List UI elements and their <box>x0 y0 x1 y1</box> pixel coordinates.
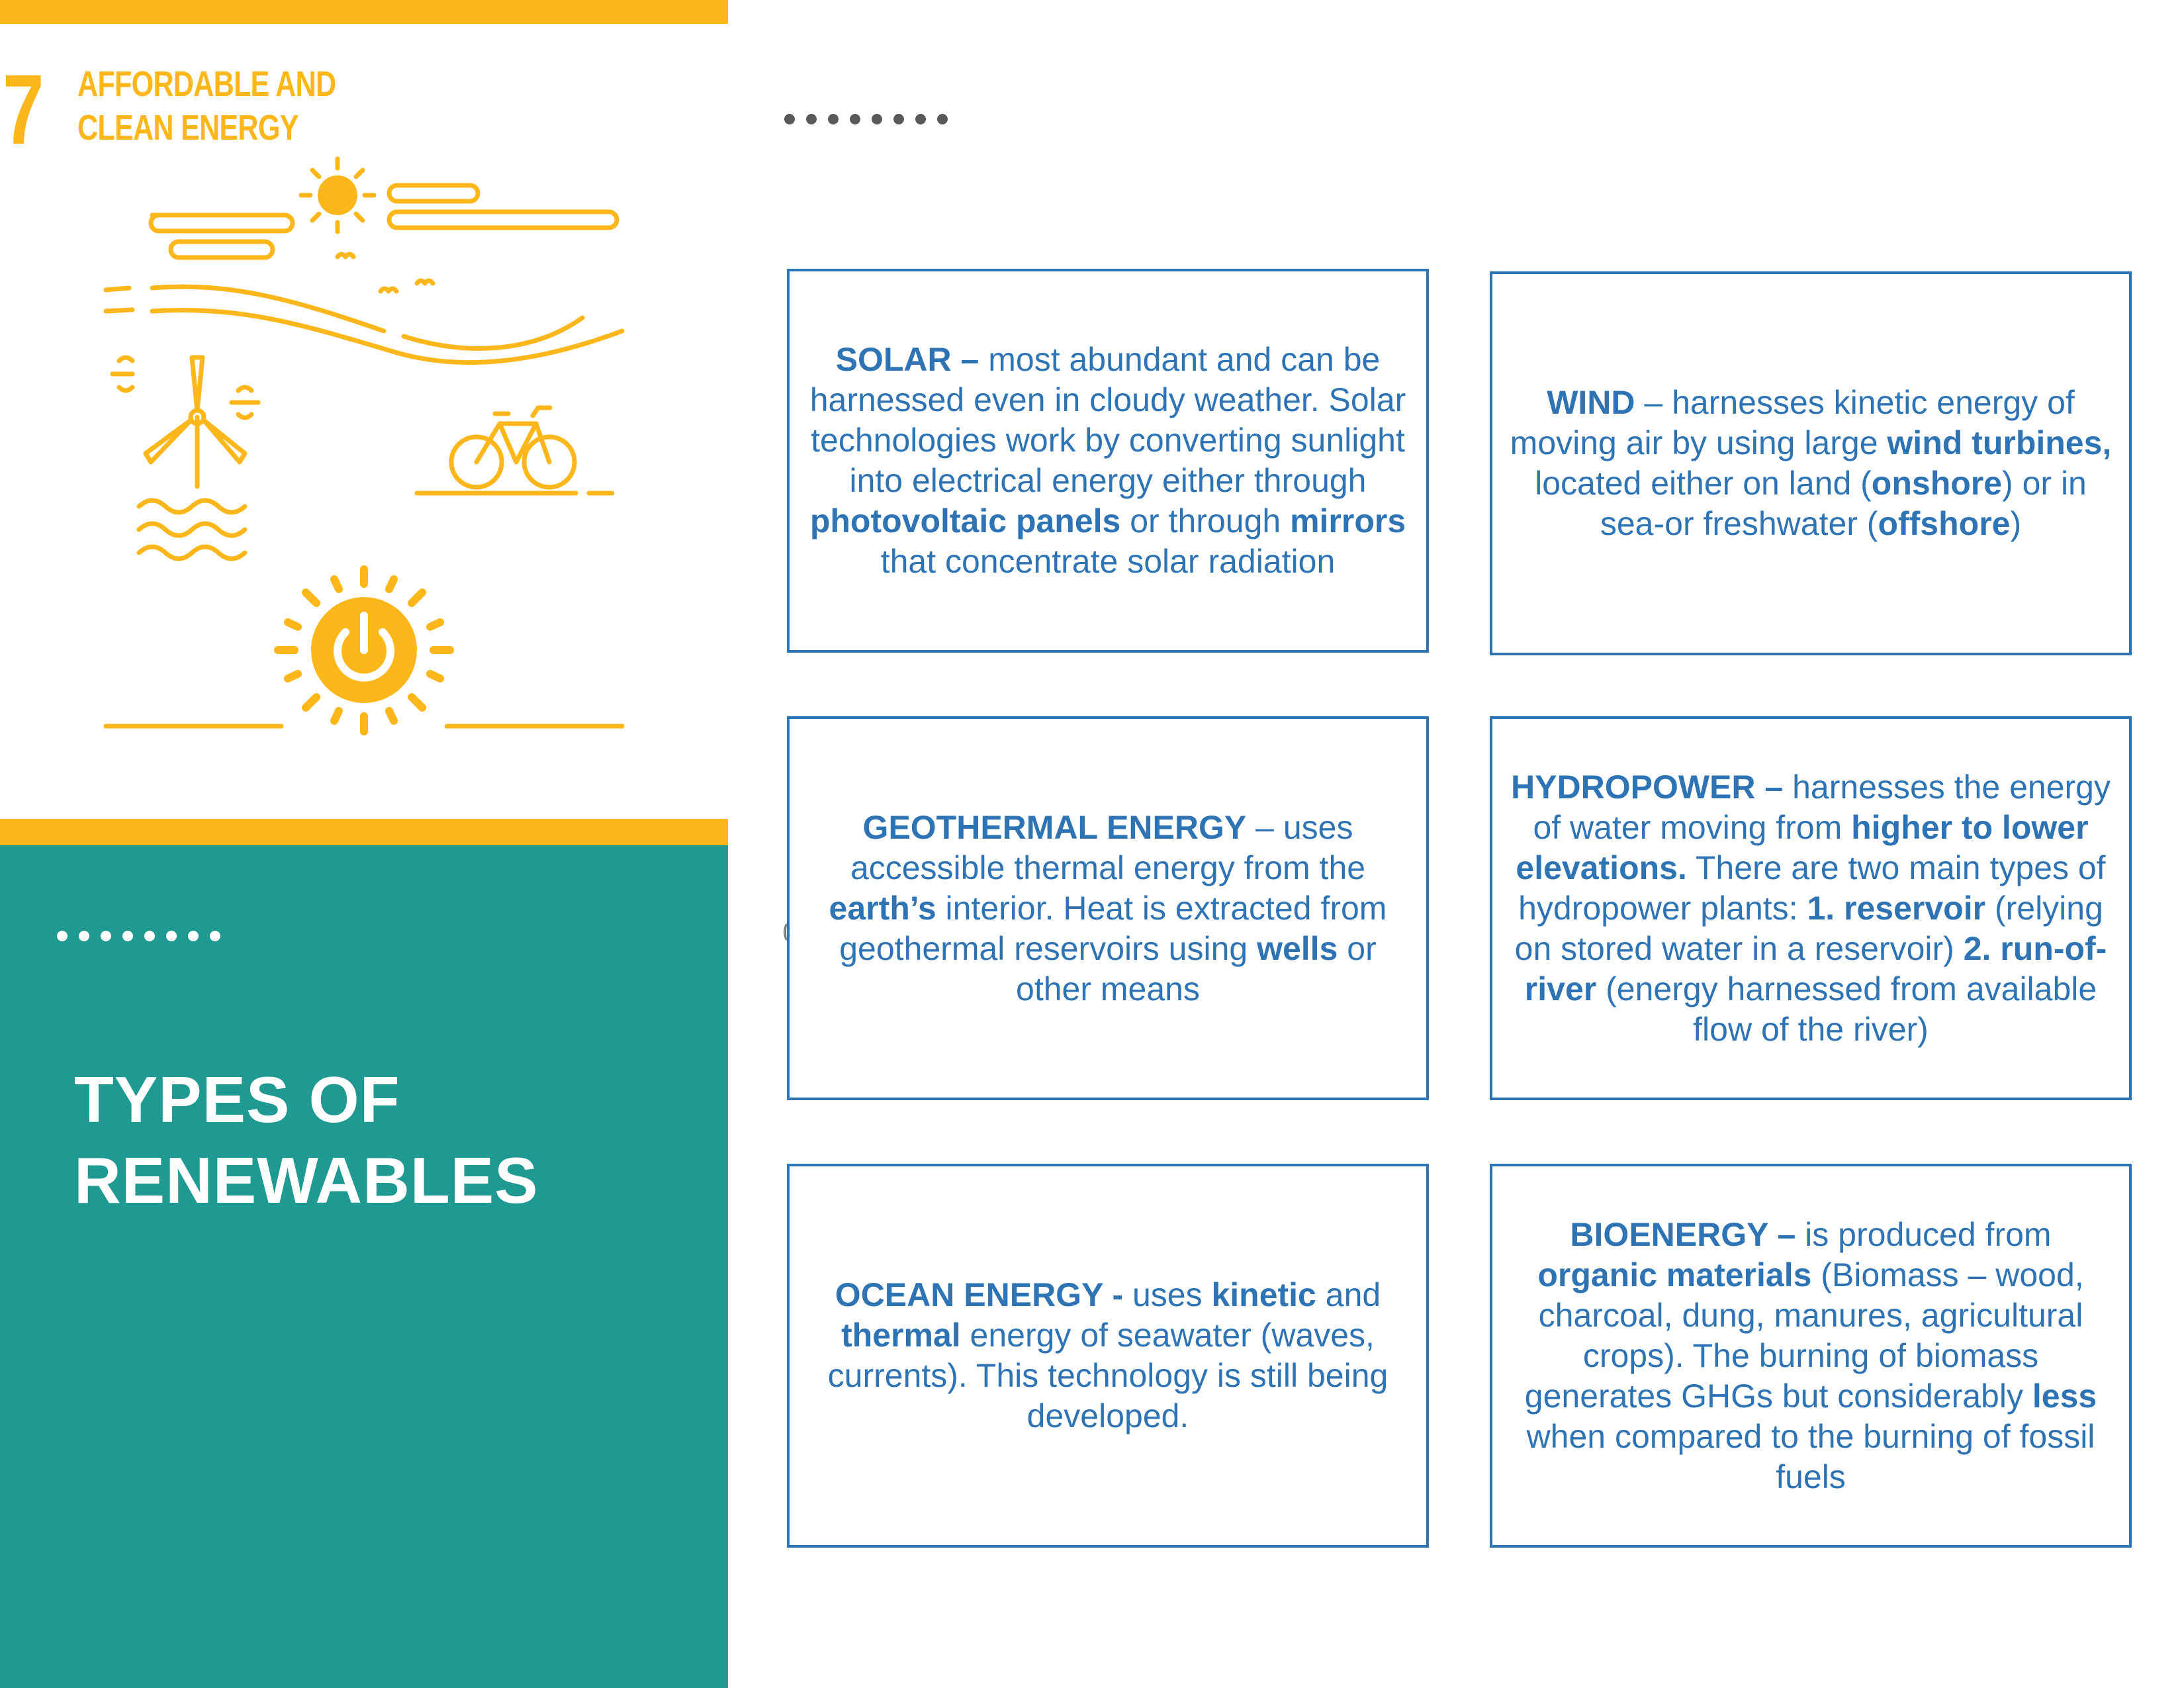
card-text: harnesses the energy of water moving from <box>1533 768 2111 846</box>
card-keyword: 2. run-of-river <box>1524 929 2107 1008</box>
card-hydropower <box>1490 716 2132 1100</box>
card-keyword: offshore <box>1878 505 2011 542</box>
card-text: when compared to the burning of fossil fuels <box>1526 1417 2095 1495</box>
card-bioenergy-text <box>1492 1215 2129 1497</box>
card-heading: WIND <box>1547 384 1635 421</box>
mid-accent-bar <box>0 819 728 845</box>
card-text: most abundant and can be harnessed even in cloudy weather. Solar technologies work by converting sunlight into electrical energy either through <box>809 341 1406 499</box>
cloud-icon <box>151 185 617 258</box>
card-ocean <box>787 1164 1429 1548</box>
card-text: – harnesses kinetic energy of moving air by using large <box>1510 384 2075 461</box>
card-keyword: 1. reservoir <box>1807 889 1986 927</box>
card-bioenergy <box>1490 1164 2132 1548</box>
card-ocean-text <box>790 1275 1426 1436</box>
card-heading: OCEAN ENERGY - <box>835 1276 1124 1313</box>
sdg-title <box>77 62 336 150</box>
card-geothermal <box>787 716 1429 1100</box>
card-keyword: onshore <box>1871 465 2003 502</box>
card-text: (relying on stored water in a reservoir) <box>1514 889 2103 967</box>
card-wind-text <box>1492 383 2129 544</box>
dots-decoration-left <box>57 931 220 941</box>
card-keyword: organic materials <box>1537 1256 1812 1293</box>
card-keyword: wind turbines, <box>1887 424 2112 461</box>
card-text: (Biomass – wood, charcoal, dung, manures, agricultural crops). The burning of biomass generates GHGs but considerably <box>1524 1256 2084 1415</box>
wind-turbine-icon <box>113 357 258 559</box>
card-heading: GEOTHERMAL ENERGY <box>862 808 1247 846</box>
sdg7-energy-illustration-icon <box>99 152 629 748</box>
card-wind <box>1490 271 2132 655</box>
card-text: uses <box>1123 1276 1212 1313</box>
section-title-line2: RENEWABLES <box>74 1144 539 1217</box>
card-hydropower-text <box>1492 767 2129 1050</box>
card-text: ) or in sea-or freshwater ( <box>1600 465 2087 542</box>
section-title <box>74 1059 539 1221</box>
section-title-line1: TYPES OF <box>74 1063 400 1136</box>
card-text: and <box>1316 1276 1381 1313</box>
left-panel <box>0 0 728 1688</box>
card-keyword: higher to lower elevations. <box>1516 808 2089 886</box>
card-keyword: photovoltaic panels <box>809 502 1121 539</box>
card-keyword: earth’s <box>829 889 936 927</box>
card-text: ) <box>2010 505 2022 542</box>
card-heading: SOLAR – <box>835 341 979 378</box>
card-keyword: kinetic <box>1211 1276 1316 1313</box>
card-keyword: mirrors <box>1290 502 1406 539</box>
card-heading: BIOENERGY – <box>1570 1215 1796 1253</box>
card-solar <box>787 269 1429 653</box>
section-title-panel <box>0 845 728 1688</box>
dots-decoration-top <box>784 114 948 124</box>
card-text: interior. Heat is extracted from geothermal reservoirs using <box>839 889 1387 967</box>
small-sun-icon <box>301 159 374 232</box>
card-keyword: wells <box>1257 929 1338 967</box>
sdg-number: 7 <box>3 54 44 165</box>
card-text: or through <box>1120 502 1291 539</box>
power-sun-icon <box>106 569 622 731</box>
card-keyword: less <box>2032 1377 2097 1415</box>
card-keyword: thermal <box>841 1317 961 1354</box>
card-text: There are two main types of hydropower plants: <box>1518 849 2106 927</box>
card-heading: HYDROPOWER – <box>1511 768 1784 806</box>
card-text: – uses accessible thermal energy from the <box>850 808 1366 886</box>
bicycle-icon <box>417 408 612 493</box>
card-text: energy of seawater (waves, currents). This technology is still being developed. <box>827 1317 1388 1434</box>
card-text: (energy harnessed from available flow of the river) <box>1596 970 2097 1048</box>
sdg-title-line1: AFFORDABLE AND <box>77 64 336 104</box>
card-solar-text <box>790 340 1426 582</box>
top-accent-bar <box>0 0 728 24</box>
sdg-title-line2: CLEAN ENERGY <box>77 108 298 148</box>
card-text: or other means <box>1016 929 1377 1008</box>
card-text: that concentrate solar radiation <box>880 543 1336 580</box>
card-text: is produced from <box>1796 1215 2052 1253</box>
card-text: located either on land ( <box>1535 465 1872 502</box>
card-geothermal-text <box>790 808 1426 1009</box>
